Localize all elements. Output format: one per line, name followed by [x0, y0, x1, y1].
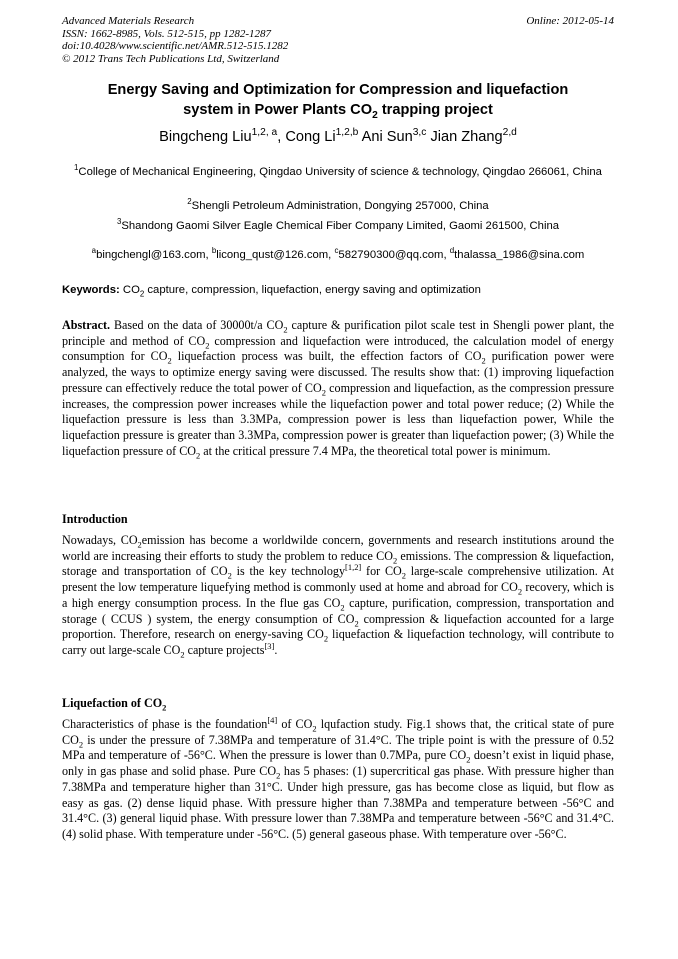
citation[interactable]: [1,2] [345, 562, 362, 573]
title-line-2: system in Power Plants $CO_2$ trapping project [183, 102, 493, 121]
abstract-label: Abstract. [62, 318, 111, 332]
journal-name: Advanced Materials Research [62, 15, 195, 27]
author-affil-mark: 2,d [502, 127, 517, 139]
affiliation-3: $^3$Shandong Gaomi Silver Eagle Chemical Fiber Company Limited, Gaomi 261500, China [116, 217, 560, 232]
email-address: thalassa_1986@sina.com [454, 249, 585, 261]
author-name: Ani Sun [361, 129, 413, 145]
affiliation-2: $^2$Shengli Petroleum Administration, Dongying 257000, China [187, 197, 489, 212]
title-line-1: Energy Saving and Optimization for Compression and liquefaction [107, 82, 569, 98]
author-affil-mark: 1,2, a [251, 127, 278, 139]
section-heading-liquefaction: Liquefaction of $CO_2$ [62, 696, 167, 713]
paper-title [62, 80, 614, 120]
affiliation-1: $^1$College of Mechanical Engineering, Qingdao University of science & technology, Qingdao 266061, China [74, 163, 602, 178]
online-date: Online: 2012-05-14 [526, 15, 614, 27]
author-affil-mark: 1,2,b [335, 127, 359, 139]
author-emails: $^a$bingchengl@163.com, $^b$licong_qust@126.com, $^c$582790300@qq.com, $^d$thalassa_1986@sina.com [91, 246, 585, 261]
email-address: licong_qust@126.com [216, 249, 329, 261]
journal-header [62, 15, 288, 65]
citation[interactable]: [4] [267, 714, 278, 725]
abstract: Abstract. Based on the data of 30000t/a $CO_2$ capture & purification pilot scale test in Shengli power plant, the principle and method of $CO_2$ compression and liquefaction were introduced, the calculation model of energy consumption for $CO_2$ liquefaction process was built, the effection factors of $CO_2$ purification power were analyzed, the ways to optimize energy saving were discussed. The results show that: (1) improving liquefaction pressure can effectively reduce the total power of $CO_2$ compression and liquefaction, as the compression pressure increases, the compression power increases while the liquefaction power and total power reduce; (2) While the liquefaction pressure is less than 3.3MPa, compression power is less than liquefaction power, While the liquefaction pressure is greater than 3.3MPa, compression power is greater than liquefaction power; (3) While the liquefaction pressure of $CO_2$ at the critical pressure 7.4 MPa, the theoretical total power is minimum. [62, 318, 614, 461]
journal-copyright: © 2012 Trans Tech Publications Ltd, Switzerland [62, 52, 280, 65]
author-name: Bingcheng Liu [159, 129, 252, 145]
liquefaction-body: Characteristics of phase is the foundation[4] of $CO_2$ lqufaction study. Fig.1 shows that, the critical state of pure $CO_2$ is under the pressure of 7.38MPa and temperature of 31.4°C. The triple point is with the pressure of 0.52 MPa and temperature of -56°C. When the pressure is lower than 0.7MPa, pure $CO_2$ doesn’t exist in liquid phase, only in gas phase and solid phase. Pure $CO_2$ has 5 phases: (1) supercritical gas phase. With pressure higher than 7.38MPa and temperature higher than 31°C. Under high pressure, gas has become close as liquid, but flow as easy as gas. (2) dense liquid phase. With pressure higher than 7.38MPa and temperature between -56°C and 31.4°C. (3) general liquid phase. With pressure lower than 7.38MPa and temperature between -56°C and 31.4°C. (4) solid phase. With temperature under -56°C. (5) general gaseous phase. With temperature over -56°C. [62, 714, 615, 841]
journal-issn: ISSN: 1662-8985, Vols. 512-515, pp 1282-1287 [62, 27, 271, 40]
section-heading-introduction: Introduction [62, 512, 128, 526]
author-name: Jian Zhang [430, 129, 503, 145]
email-address: 582790300@qq.com [338, 249, 444, 261]
citation[interactable]: [3] [264, 640, 275, 651]
author-name: Cong Li [285, 129, 336, 145]
introduction-body: Nowadays, $CO_2emission$ has become a worldwilde concern, governments and research institutions around the world are increasing their efforts to study the problem to reduce $CO_2$ emissions. The compression & liquefaction, storage and transportation of $CO_2$ is the key technology[1,2] for $CO_2$ large-scale comprehensive utilization. At present the low temperature liquefying method is commonly used at home and abroad for $CO_2$ recovery, which is a high energy consumption process. In the flue gas $CO_2$ capture, purification, compression, transportation and storage ( CCUS ) system, the energy consumption of $CO_2$ compression & liquefaction accounted for a large proportion. Therefore, research on energy-saving $CO_2$ liquefaction & liquefaction technology, will contribute to carry out large-scale $CO_2$ capture projects[3]. [62, 533, 614, 660]
journal-doi: doi:10.4028/www.scientific.net/AMR.512-515.1282 [62, 40, 289, 52]
author-list: Bingcheng Liu$^{1,2, a}$, Cong Li$^{1,2,b}$ Ani Sun$^{3,c}$ Jian Zhang$^{2,d}$ [159, 127, 517, 145]
keywords: Keywords: $CO_2$ capture, compression, liquefaction, energy saving and optimization [62, 284, 481, 299]
author-affil-mark: 3,c [412, 127, 427, 139]
keywords-label: Keywords: [62, 284, 120, 296]
email-address: bingchengl@163.com [96, 249, 206, 261]
